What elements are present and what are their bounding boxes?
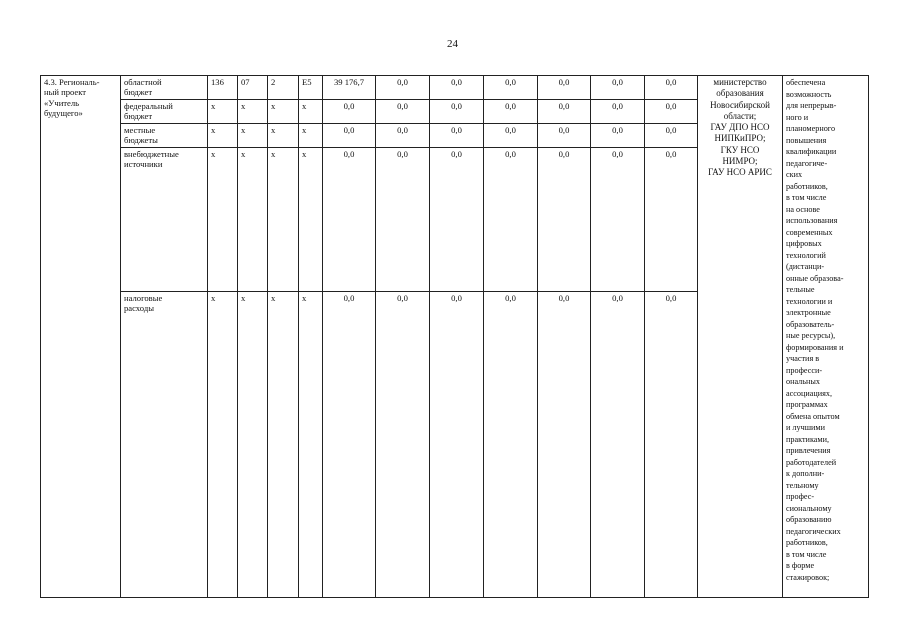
value-cell: 0,0	[645, 124, 698, 148]
code-cell: x	[238, 292, 268, 598]
value-cell: 0,0	[538, 148, 591, 292]
value-cell: 0,0	[645, 148, 698, 292]
value-cell: 0,0	[591, 124, 645, 148]
value-cell: 0,0	[538, 100, 591, 124]
code-cell: x	[299, 124, 323, 148]
code-cell: x	[299, 292, 323, 598]
value-cell: 0,0	[645, 292, 698, 598]
code-cell: x	[299, 100, 323, 124]
code-cell: x	[208, 292, 238, 598]
value-cell: 0,0	[430, 292, 484, 598]
code-cell: x	[208, 148, 238, 292]
code-cell: x	[238, 124, 268, 148]
code-cell: x	[268, 148, 299, 292]
value-cell: 0,0	[484, 100, 538, 124]
code-cell: E5	[299, 76, 323, 100]
value-cell: 0,0	[591, 148, 645, 292]
source-cell: налоговые расходы	[121, 292, 208, 598]
value-cell: 0,0	[323, 124, 376, 148]
value-cell: 0,0	[376, 100, 430, 124]
value-cell: 0,0	[376, 124, 430, 148]
page-number: 24	[447, 38, 458, 50]
code-cell: x	[238, 100, 268, 124]
code-cell: x	[238, 148, 268, 292]
value-cell: 0,0	[430, 148, 484, 292]
responsible-cell: министерство образования Новосибирской области; ГАУ ДПО НСО НИПКиПРО; ГКУ НСО НИМРО; ГАУ НСО АРИС	[698, 76, 783, 598]
value-cell: 0,0	[538, 76, 591, 100]
code-cell: x	[208, 124, 238, 148]
code-cell: x	[268, 124, 299, 148]
value-cell: 0,0	[376, 292, 430, 598]
result-cell: обеспечена возможность для непрерыв- ного и планомерного повышения квалификации педагогиче- ских работников, в том числе на основе использования современных цифровых технологий (дистанци- онные образова- тельные технологии и электронные образователь- ные ресурсы), формирования и участия в професси- ональных ассоциациях, программах обмена опытом и лучшими практиками, привлечения работодателей к дополни- тельному профес- сиональному образованию педагогических работников, в том числе в форме стажировок;	[783, 76, 869, 598]
value-cell: 0,0	[323, 100, 376, 124]
table-row	[41, 76, 869, 100]
project-title-cell: 4.3. Региональ- ный проект «Учитель будущего»	[41, 76, 121, 598]
value-cell: 0,0	[591, 292, 645, 598]
value-cell: 0,0	[484, 76, 538, 100]
source-cell: местные бюджеты	[121, 124, 208, 148]
code-cell: 136	[208, 76, 238, 100]
source-cell: областной бюджет	[121, 76, 208, 100]
value-cell: 0,0	[376, 148, 430, 292]
value-cell: 0,0	[430, 100, 484, 124]
budget-table	[40, 75, 869, 598]
value-cell: 0,0	[645, 100, 698, 124]
source-cell: внебюджетные источники	[121, 148, 208, 292]
code-cell: x	[268, 100, 299, 124]
code-cell: 2	[268, 76, 299, 100]
value-cell: 0,0	[591, 76, 645, 100]
value-cell: 0,0	[591, 100, 645, 124]
value-cell: 0,0	[538, 124, 591, 148]
code-cell: x	[268, 292, 299, 598]
value-cell: 0,0	[538, 292, 591, 598]
code-cell: x	[299, 148, 323, 292]
value-cell: 0,0	[484, 148, 538, 292]
value-cell: 0,0	[645, 76, 698, 100]
value-cell: 0,0	[430, 76, 484, 100]
code-cell: 07	[238, 76, 268, 100]
value-cell: 0,0	[376, 76, 430, 100]
value-cell: 0,0	[430, 124, 484, 148]
code-cell: x	[208, 100, 238, 124]
value-cell: 0,0	[484, 124, 538, 148]
value-cell: 0,0	[484, 292, 538, 598]
source-cell: федеральный бюджет	[121, 100, 208, 124]
value-cell: 0,0	[323, 148, 376, 292]
value-cell: 0,0	[323, 292, 376, 598]
value-cell: 39 176,7	[323, 76, 376, 100]
